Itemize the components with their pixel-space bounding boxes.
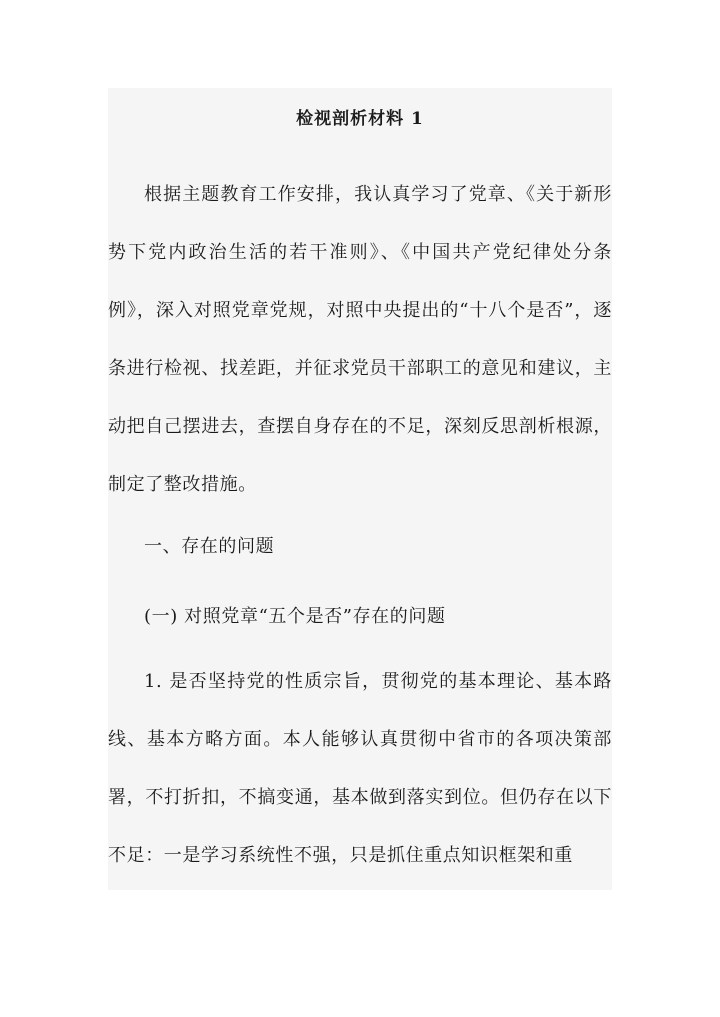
item-paragraph: 1. 是否坚持党的性质宗旨，贯彻党的基本理论、基本路线、基本方略方面。本人能够认真贯彻中省市的各项决策部署，不打折扣，不搞变通，基本做到落实到位。但仍存在以下不足：一是学习系统性不强，只是抓住重点知识框架和重 <box>108 671 612 866</box>
intro-paragraph: 根据主题教育工作安排，我认真学习了党章、《关于新形势下党内政治生活的若干准则》、《中国共产党纪律处分条例》，深入对照党章党规，对照中央提出的“十八个是否”，逐条进行检视、找差距，并征求党员干部职工的意见和建议，主动把自己摆进去，查摆自身存在的不足，深刻反思剖析根源，制定了整改措施。 <box>108 184 612 495</box>
document-title: 检视剖析材料 1 <box>296 109 424 129</box>
section-heading: 一、存在的问题 <box>144 536 275 557</box>
subsection-heading: (一) 对照党章“五个是否”存在的问题 <box>144 606 446 627</box>
document-page <box>108 88 612 890</box>
